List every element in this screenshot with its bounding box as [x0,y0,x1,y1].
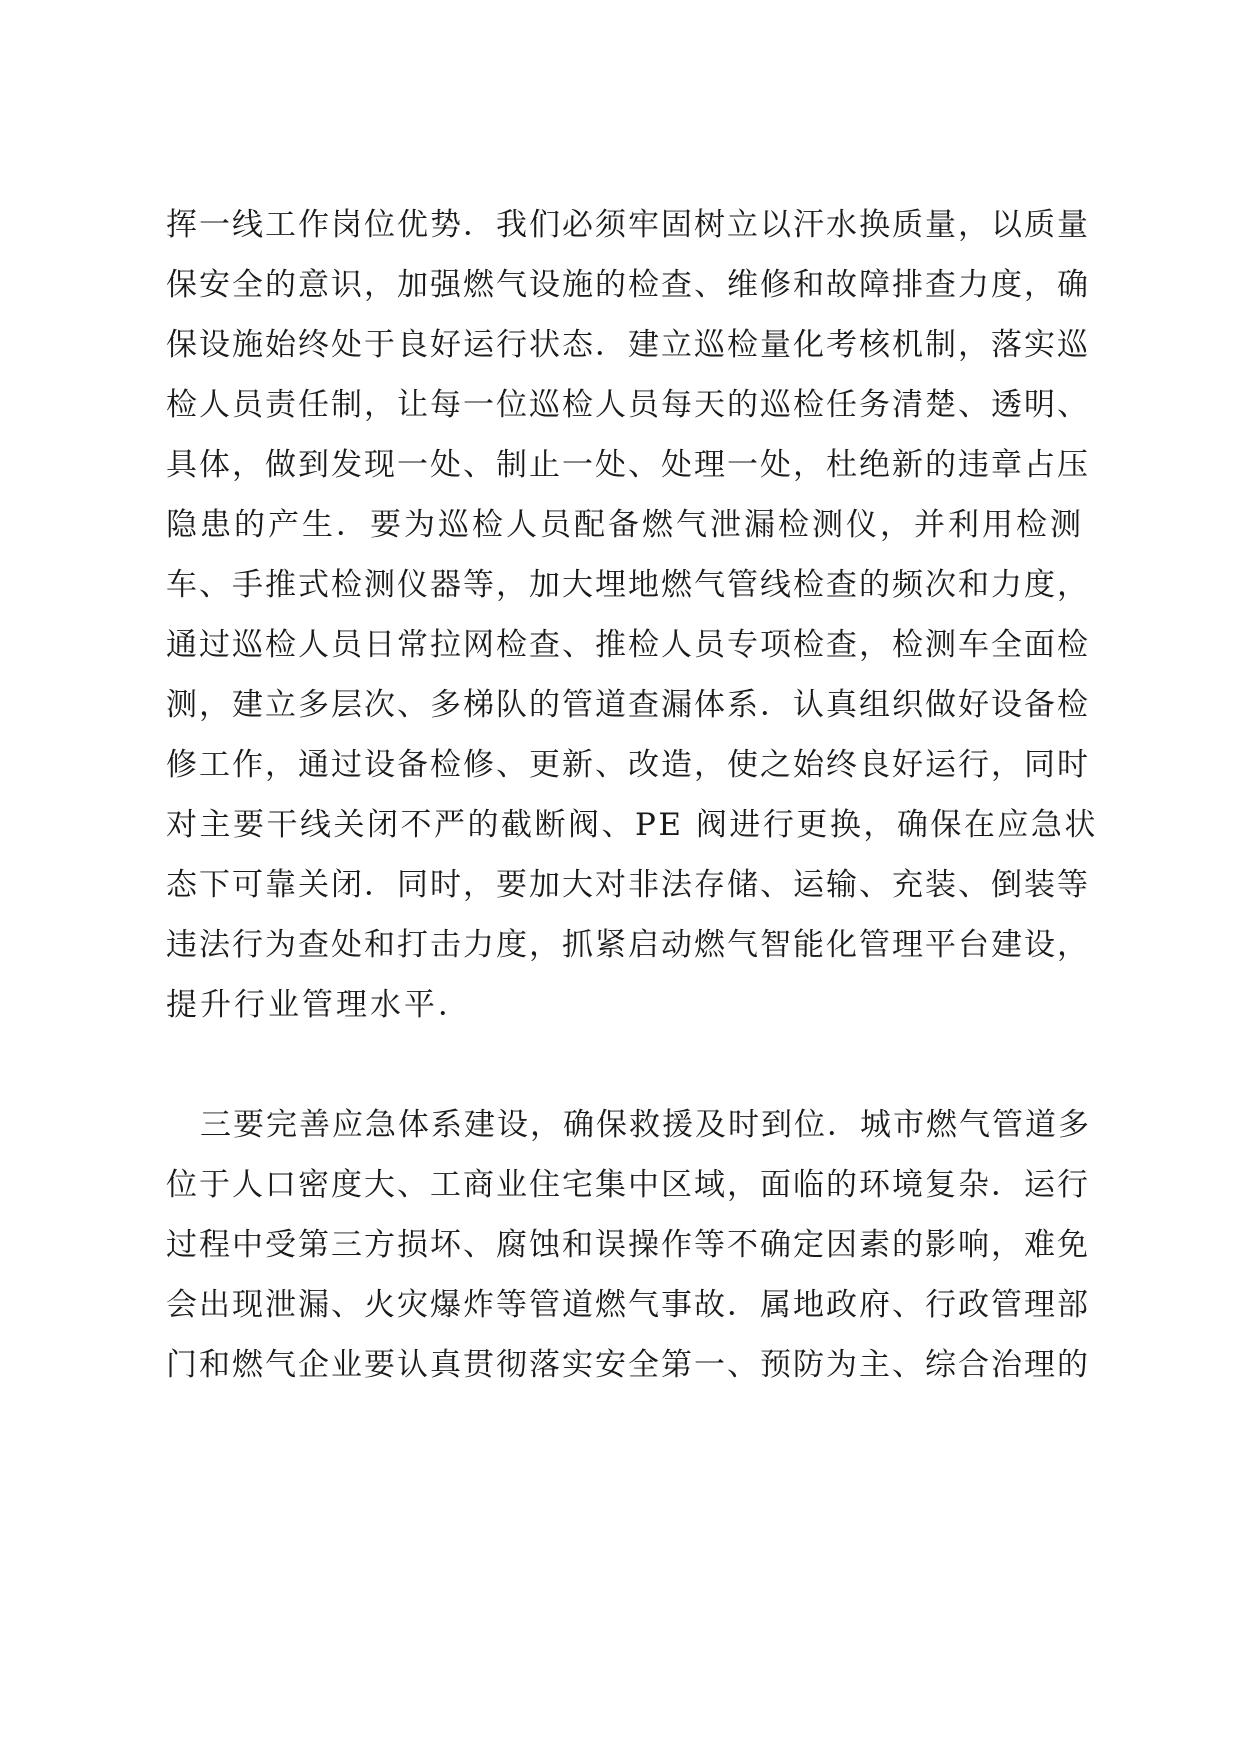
text-line: 车、手推式检测仪器等，加大埋地燃气管线检查的频次和力度， [166,567,1090,603]
text-line: 违法行为查处和打击力度，抓紧启动燃气智能化管理平台建设， [166,927,1090,963]
text-line: 隐患的产生．要为巡检人员配备燃气泄漏检测仪，并利用检测 [166,507,1084,543]
text-line-indented: 三要完善应急体系建设，确保救援及时到位．城市燃气管道多 [200,1107,1091,1143]
text-line: 门和燃气企业要认真贯彻落实安全第一、预防为主、综合治理的 [166,1347,1090,1383]
text-line: 修工作，通过设备检修、更新、改造，使之始终良好运行，同时 [166,747,1090,783]
text-line: 保设施始终处于良好运行状态．建立巡检量化考核机制，落实巡 [166,327,1090,363]
text-line: 通过巡检人员日常拉网检查、推检人员专项检查，检测车全面检 [166,627,1090,663]
text-line: 具体，做到发现一处、制止一处、处理一处，杜绝新的违章占压 [166,447,1090,483]
text-line: 挥一线工作岗位优势．我们必须牢固树立以汗水换质量，以质量 [166,207,1090,243]
text-line: 过程中受第三方损坏、腐蚀和误操作等不确定因素的影响，难免 [166,1227,1090,1263]
text-line: 保安全的意识，加强燃气设施的检查、维修和故障排查力度，确 [166,267,1090,303]
text-line: 测，建立多层次、多梯队的管道查漏体系．认真组织做好设备检 [166,687,1090,723]
text-line: 会出现泄漏、火灾爆炸等管道燃气事故．属地政府、行政管理部 [166,1287,1090,1323]
text-line: 提升行业管理水平． [166,987,472,1023]
text-line: 对主要干线关闭不严的截断阀、PE 阀进行更换，确保在应急状 [166,807,1098,843]
text-line: 态下可靠关闭．同时，要加大对非法存储、运输、充装、倒装等 [166,867,1090,903]
text-line: 位于人口密度大、工商业住宅集中区域，面临的环境复杂．运行 [166,1167,1090,1203]
text-line: 检人员责任制，让每一位巡检人员每天的巡检任务清楚、透明、 [166,387,1090,423]
